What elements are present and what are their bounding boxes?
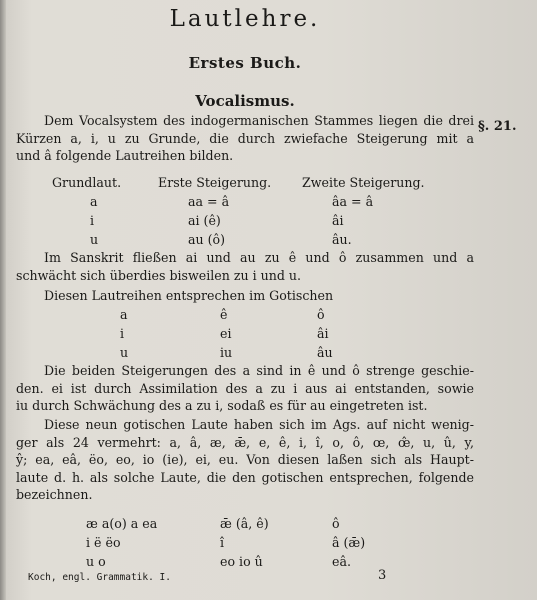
ags-paragraph [16,416,474,504]
text-line: schwächt sich überdies bisweilen zu i und u. [16,267,302,283]
table-cell: ô [317,307,325,322]
table-cell: au (ô) [188,232,226,247]
section-heading: Vocalismus. [195,92,295,110]
text-line: und â folgende Lautreihen bilden. [16,148,234,163]
table-cell: i ë ëo [86,535,121,550]
section-number: §. 21. [478,119,517,134]
table-cell: aa = â [188,194,230,209]
table-cell: eo io û [220,554,263,569]
table-cell: u [120,345,129,360]
book-heading: Erstes Buch. [188,54,302,72]
text-line: ŷ; ea, eâ, ëo, eo, io (ie), ei, eu. Von diesen laßen sich als Haupt- [16,452,474,467]
table-cell: ô [332,516,340,531]
text-line: Kürzen a, i, u zu Grunde, die durch zwiefache Steigerung mit a [16,130,474,146]
table-cell: âa = â [332,194,374,209]
table-cell: u [90,232,99,247]
table-cell: u o [86,554,106,569]
table-cell: æ a(o) a ea [86,516,158,531]
page-title: Lautlehre. [169,6,321,32]
table-cell: â (ǣ) [332,535,366,550]
table-header: Grundlaut. [52,175,122,190]
text-line: laute d. h. als solche Laute, die den gotischen entsprechen, folgende [16,469,474,485]
text-line: bezeichnen. [16,487,93,502]
book-gutter [0,0,6,600]
table-cell: ei [220,326,232,341]
table-cell: âu. [332,232,352,247]
table-header: Zweite Steigerung. [302,175,425,190]
sanskrit-paragraph [16,249,474,284]
text-line: Diese neun gotischen Laute haben sich im Ags. auf nicht wenig- [44,417,474,432]
table-cell: a [120,307,128,322]
table-cell: ai (ê) [188,213,221,228]
table-cell: i [90,213,95,228]
text-line: Die beiden Steigerungen des a sind in ê und ô strenge geschie- [44,363,474,378]
text-line: iu durch Schwächung des a zu i, sodaß es für au eingetreten ist. [16,398,428,413]
text-line: Im Sanskrit fließen ai und au zu ê und ô zusammen und a [44,250,474,265]
text-line: Dem Vocalsystem des indogermanischen Stammes liegen die drei [44,113,474,128]
table-cell: ê [220,307,228,322]
table-cell: ǣ (â, ê) [220,516,269,531]
table-cell: eâ. [332,554,351,569]
table-cell: âi [332,213,344,228]
table-cell: î [220,535,225,550]
gothic-intro: Diesen Lautreihen entsprechen im Gotischen [44,288,334,303]
table-cell: iu [220,345,233,360]
page-number: 3 [378,568,387,583]
text-line: ger als 24 vermehrt: a, â, æ, ǣ, e, ê, i, î, o, ô, œ, œ̂, u, û, y, [16,434,474,450]
table-cell: a [90,194,98,209]
table-cell: âi [317,326,329,341]
steigerung-paragraph [16,362,474,415]
intro-paragraph [16,112,474,165]
table-cell: âu [317,345,333,360]
table-header: Erste Steigerung. [158,175,272,190]
footer-signature: Koch, engl. Grammatik. I. [28,572,171,583]
table-cell: i [120,326,125,341]
text-line: den. ei ist durch Assimilation des a zu i aus ai entstanden, sowie [16,380,474,396]
